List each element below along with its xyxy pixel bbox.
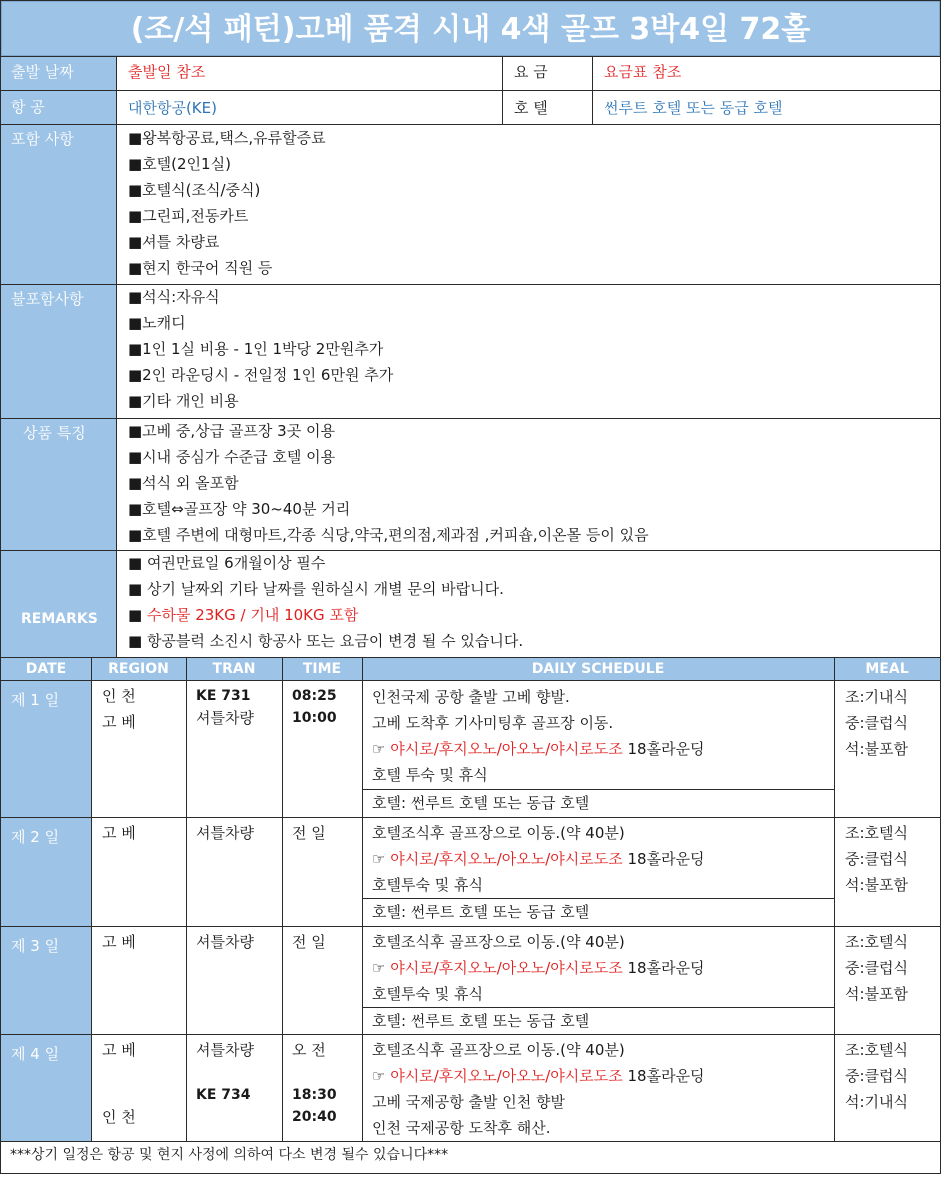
golf-holes: 18홀라운딩 [622,959,705,977]
day1-schedule-line: 고베 도착후 기사미팅후 골프장 이동. [372,714,614,732]
day1-golf-line [372,736,705,762]
golf-holes: 18홀라운딩 [622,1067,705,1085]
header-region: REGION [91,659,186,679]
divider [0,550,941,551]
remarks-label: REMARKS [1,551,116,657]
day2-schedule-line: 호텔투숙 및 휴식 [372,876,483,894]
day3-region: 고 베 [102,933,136,951]
day4-flight: KE 734 [196,1087,251,1103]
day4-region-2: 인 천 [102,1108,136,1126]
list-item: ■호텔(2인1실) [128,155,231,173]
day-1-label: 제 1 일 [1,681,91,817]
hotel-label: 호 텔 [514,99,548,117]
list-item: ■왕복항공료,택스,유류할증료 [128,129,326,147]
divider [0,0,941,1]
price-value: 요금표 참조 [604,63,682,81]
day2-meal-breakfast: 조:호텔식 [845,824,909,842]
day1-time-1: 08:25 [292,688,337,704]
remark-other-dates: ■ 상기 날짜외 기타 날짜를 원하실시 개별 문의 바랍니다. [128,580,504,598]
day-4-label: 제 4 일 [1,1035,91,1141]
day4-meal-dinner: 석:기내식 [845,1093,909,1111]
features-label: 상품 특징 [1,419,116,550]
day4-region-1: 고 베 [102,1041,136,1059]
day3-golf-line [372,955,705,981]
list-item: ■호텔 주변에 대형마트,각종 식당,약국,편의점,제과점 ,커피숍,이온몰 등이 있음 [128,526,649,544]
divider [940,0,941,1174]
day1-meal-dinner: 석:불포함 [845,740,909,758]
divider [282,657,283,1142]
golf-holes: 18홀라운딩 [622,740,705,758]
divider [0,1141,941,1142]
departure-value: 출발일 참조 [128,63,206,81]
day4-golf-line [372,1063,705,1089]
golf-courses: 야시로/후지오노/아오노/야시로도조 [390,740,623,758]
day4-shuttle: 셔틀차량 [196,1041,254,1059]
day3-meal-dinner: 석:불포함 [845,985,909,1003]
hand-pointer-icon: ☞ [372,1067,391,1085]
airline-value: 대한항공(KE) [128,99,217,117]
day4-time-2: 18:30 [292,1087,337,1103]
divider [362,789,834,790]
day1-shuttle: 셔틀차량 [196,709,254,727]
day4-meal-lunch: 중:클럽식 [845,1067,909,1085]
divider [0,56,941,57]
list-item: ■석식:자유식 [128,288,220,306]
header-meal: MEAL [834,659,940,679]
list-item: ■그린피,전동카트 [128,207,249,225]
hand-pointer-icon: ☞ [372,959,391,977]
divider [0,680,941,681]
day3-shuttle: 셔틀차량 [196,933,254,951]
day2-hotel: 호텔: 썬루트 호텔 또는 동급 호텔 [372,903,590,921]
divider [0,418,941,419]
divider [0,90,941,91]
included-label: 포함 사항 [1,125,116,284]
divider [502,56,503,125]
day1-schedule-line: 인천국제 공항 출발 고베 향발. [372,688,570,706]
list-item: ■현지 한국어 직원 등 [128,259,273,277]
day4-time-1: 오 전 [292,1041,326,1059]
day4-time-3: 20:40 [292,1109,337,1125]
day2-schedule-line: 호텔조식후 골프장으로 이동.(약 40분) [372,824,625,842]
day2-meal-dinner: 석:불포함 [845,876,909,894]
day3-schedule-line: 호텔투숙 및 휴식 [372,985,483,1003]
day2-meal-lunch: 중:클럽식 [845,850,909,868]
day1-meal-breakfast: 조:기내식 [845,688,909,706]
golf-courses: 야시로/후지오노/아오노/야시로도조 [390,959,623,977]
day-2-label: 제 2 일 [1,818,91,926]
remark-passport: ■ 여권만료일 6개월이상 필수 [128,554,326,572]
day1-region-2: 고 베 [102,713,136,731]
divider [834,657,835,1142]
divider [0,284,941,285]
day2-golf-line [372,846,705,872]
page-title: (조/석 패턴)고베 품격 시내 4색 골프 3박4일 72홀 [1,1,940,56]
golf-holes: 18홀라운딩 [622,850,705,868]
excluded-list [128,286,393,416]
header-date: DATE [1,659,91,679]
hand-pointer-icon: ☞ [372,850,391,868]
divider [0,124,941,125]
day1-hotel: 호텔: 썬루트 호텔 또는 동급 호텔 [372,794,590,812]
day3-time: 전 일 [292,933,326,951]
divider [0,817,941,818]
divider [592,56,593,125]
day1-region-1: 인 천 [102,687,136,705]
divider [0,657,941,658]
golf-courses: 야시로/후지오노/아오노/야시로도조 [390,850,623,868]
day3-schedule-line: 호텔조식후 골프장으로 이동.(약 40분) [372,933,625,951]
day3-meal-lunch: 중:클럽식 [845,959,909,977]
list-item: ■셔틀 차량료 [128,233,220,251]
day1-schedule-line: 호텔 투숙 및 휴식 [372,766,488,784]
remarks-list [128,552,523,656]
divider [116,56,117,658]
day2-region: 고 베 [102,824,136,842]
day3-meal-breakfast: 조:호텔식 [845,933,909,951]
header-tran: TRAN [186,659,282,679]
hotel-value: 썬루트 호텔 또는 동급 호텔 [604,99,783,117]
day3-hotel: 호텔: 썬루트 호텔 또는 동급 호텔 [372,1012,590,1030]
bullet: ■ [128,606,147,624]
hand-pointer-icon: ☞ [372,740,391,758]
day2-shuttle: 셔틀차량 [196,824,254,842]
included-list [128,127,326,283]
divider [91,657,92,1142]
list-item: ■고베 중,상급 골프장 3곳 이용 [128,422,335,440]
divider [0,1034,941,1035]
header-daily-schedule: DAILY SCHEDULE [362,659,834,679]
remark-baggage [128,604,523,630]
baggage-text: 수하물 23KG / 기내 10KG 포함 [146,606,359,624]
price-label: 요 금 [514,63,548,81]
divider [186,657,187,1142]
divider [0,0,1,1174]
day1-time-2: 10:00 [292,710,337,726]
list-item: ■호텔⇔골프장 약 30~40분 거리 [128,500,351,518]
divider [0,1173,941,1174]
divider [362,898,834,899]
remark-airline-block: ■ 항공블럭 소진시 항공사 또는 요금이 변경 될 수 있습니다. [128,632,524,650]
list-item: ■시내 중심가 수준급 호텔 이용 [128,448,336,466]
divider [362,657,363,1142]
departure-label: 출발 날짜 [1,57,116,90]
list-item: ■석식 외 올포함 [128,474,239,492]
list-item: ■1인 1실 비용 - 1인 1박당 2만원추가 [128,340,384,358]
excluded-label: 불포함사항 [1,285,116,418]
day1-meal-lunch: 중:클럽식 [845,714,909,732]
day4-meal-breakfast: 조:호텔식 [845,1041,909,1059]
day1-flight: KE 731 [196,688,251,704]
features-list [128,420,649,550]
day4-schedule-line: 고베 국제공항 출발 인천 향발 [372,1093,565,1111]
list-item: ■기타 개인 비용 [128,392,239,410]
day4-schedule-line: 인천 국제공항 도착후 해산. [372,1119,551,1137]
list-item: ■2인 라운딩시 - 전일정 1인 6만원 추가 [128,366,394,384]
divider [0,926,941,927]
day4-schedule-line: 호텔조식후 골프장으로 이동.(약 40분) [372,1041,625,1059]
airline-label: 항 공 [1,91,116,124]
divider [362,1007,834,1008]
list-item: ■호텔식(조식/중식) [128,181,261,199]
day2-time: 전 일 [292,824,326,842]
header-time: TIME [282,659,362,679]
day-3-label: 제 3 일 [1,927,91,1034]
footer-note: ***상기 일정은 항공 및 현지 사정에 의하여 다소 변경 될수 있습니다*** [10,1147,449,1163]
golf-courses: 야시로/후지오노/아오노/야시로도조 [390,1067,623,1085]
list-item: ■노캐디 [128,314,186,332]
